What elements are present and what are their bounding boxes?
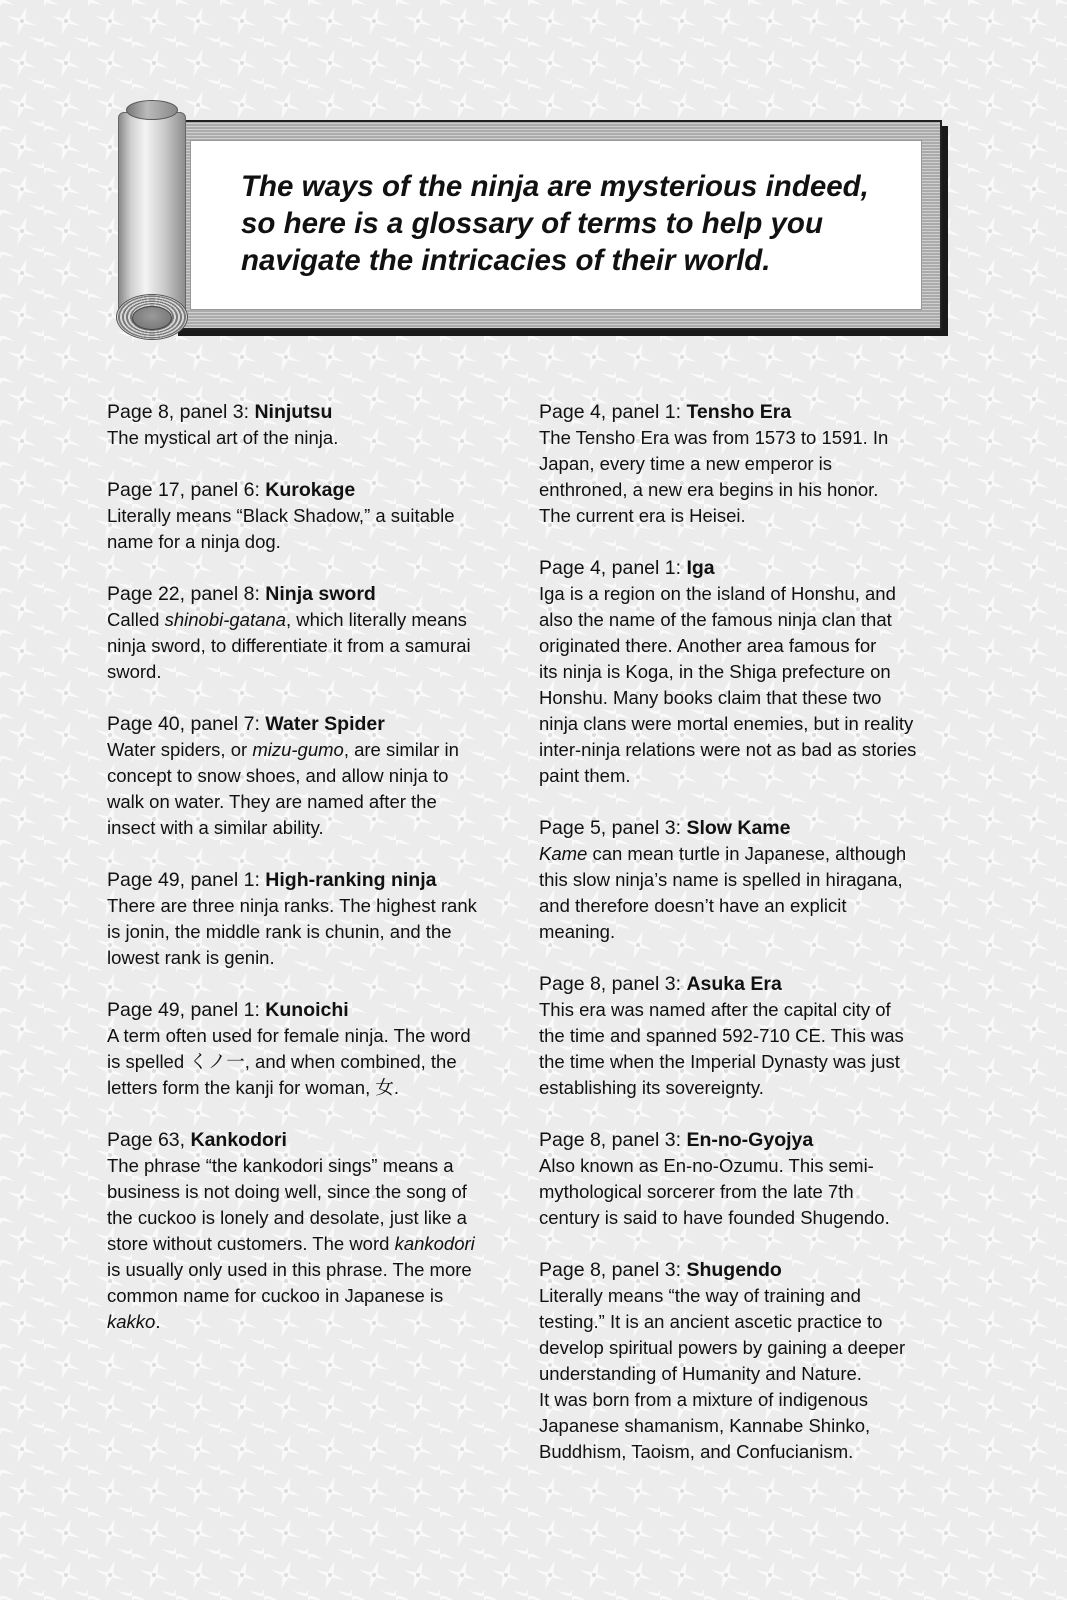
entry-page-reference: Page 8, panel 3:	[539, 1259, 687, 1281]
glossary-entry	[107, 711, 517, 841]
entry-definition	[539, 1153, 959, 1231]
entry-heading	[539, 399, 959, 425]
definition-text: ninja sword, to differentiate it from a samurai	[107, 635, 471, 656]
entry-term: Asuka Era	[686, 973, 782, 995]
entry-page-reference: Page 5, panel 3:	[539, 817, 687, 839]
glossary-entry	[107, 477, 517, 555]
definition-text: walk on water. They are named after the	[107, 791, 437, 812]
definition-text: this slow ninja’s name is spelled in hiragana,	[539, 869, 903, 890]
definition-text: The mystical art of the ninja.	[107, 427, 339, 448]
entry-heading	[539, 555, 959, 581]
entry-definition	[539, 425, 959, 529]
definition-text: concept to snow shoes, and allow ninja to	[107, 765, 449, 786]
definition-italic-term: mizu-gumo	[252, 739, 344, 760]
entry-heading	[107, 711, 517, 737]
entry-page-reference: Page 49, panel 1:	[107, 869, 266, 891]
glossary-right-column	[539, 399, 959, 1491]
definition-text: enthroned, a new era begins in his honor.	[539, 479, 879, 500]
banner-panel	[190, 140, 922, 310]
entry-heading	[107, 581, 517, 607]
definition-text: establishing its sovereignty.	[539, 1077, 764, 1098]
roller-top-cap	[126, 100, 178, 120]
glossary-entry	[539, 815, 959, 945]
glossary-left-column	[107, 399, 517, 1361]
definition-text: also the name of the famous ninja clan that	[539, 609, 892, 630]
entry-page-reference: Page 22, panel 8:	[107, 583, 266, 605]
definition-text: There are three ninja ranks. The highest rank	[107, 895, 477, 916]
definition-text: inter-ninja relations were not as bad as stories	[539, 739, 917, 760]
entry-definition	[107, 1023, 517, 1101]
entry-heading	[539, 1257, 959, 1283]
definition-text: store without customers. The word	[107, 1233, 395, 1254]
entry-definition	[107, 425, 517, 451]
definition-text: can mean turtle in Japanese, although	[587, 843, 907, 864]
entry-term: Slow Kame	[686, 817, 791, 839]
glossary-entry	[539, 1257, 959, 1465]
entry-definition	[539, 841, 959, 945]
definition-italic-term: kankodori	[394, 1233, 475, 1254]
glossary-entry	[107, 867, 517, 971]
definition-text: Literally means “Black Shadow,” a suitable	[107, 505, 455, 526]
definition-text: Buddhism, Taoism, and Confucianism.	[539, 1441, 854, 1462]
glossary-entry	[107, 399, 517, 451]
entry-term: Kurokage	[265, 479, 356, 501]
definition-text: understanding of Humanity and Nature.	[539, 1363, 862, 1384]
entry-heading	[107, 477, 517, 503]
entry-heading	[107, 1127, 517, 1153]
definition-text: mythological sorcerer from the late 7th	[539, 1181, 854, 1202]
entry-page-reference: Page 8, panel 3:	[539, 1129, 687, 1151]
definition-text: is jonin, the middle rank is chunin, and the	[107, 921, 452, 942]
definition-text: the cuckoo is lonely and desolate, just like a	[107, 1207, 467, 1228]
definition-italic-term: shinobi-gatana	[164, 609, 286, 630]
entry-definition	[539, 581, 959, 789]
definition-text: the time and spanned 592-710 CE. This was	[539, 1025, 904, 1046]
entry-definition	[107, 893, 517, 971]
entry-definition	[107, 737, 517, 841]
definition-text: the time when the Imperial Dynasty was just	[539, 1051, 900, 1072]
definition-text: business is not doing well, since the song of	[107, 1181, 467, 1202]
entry-heading	[539, 1127, 959, 1153]
definition-text: develop spiritual powers by gaining a deeper	[539, 1337, 906, 1358]
definition-text: common name for cuckoo in Japanese is	[107, 1285, 444, 1306]
entry-page-reference: Page 49, panel 1:	[107, 999, 266, 1021]
definition-text: testing.” It is an ancient ascetic practice to	[539, 1311, 883, 1332]
entry-term: Water Spider	[265, 713, 385, 735]
definition-text: Iga is a region on the island of Honshu, and	[539, 583, 896, 604]
definition-text: Japan, every time a new emperor is	[539, 453, 833, 474]
definition-text: It was born from a mixture of indigenous	[539, 1389, 869, 1410]
definition-text: letters form the kanji for woman, 女.	[107, 1077, 399, 1098]
definition-text: , are similar in	[343, 739, 459, 760]
definition-italic-term: Kame	[539, 843, 588, 864]
definition-text: and therefore doesn’t have an explicit	[539, 895, 847, 916]
banner-frame	[172, 120, 942, 330]
definition-text: Called	[107, 609, 165, 630]
scroll-banner	[116, 98, 952, 350]
definition-text: meaning.	[539, 921, 616, 942]
definition-text: its ninja is Koga, in the Shiga prefecture on	[539, 661, 891, 682]
entry-page-reference: Page 4, panel 1:	[539, 401, 687, 423]
definition-text: A term often used for female ninja. The word	[107, 1025, 471, 1046]
intro-line: navigate the intricacies of their world.	[241, 244, 771, 277]
definition-text: This era was named after the capital city of	[539, 999, 891, 1020]
definition-text: name for a ninja dog.	[107, 531, 281, 552]
entry-term: Tensho Era	[686, 401, 792, 423]
scroll-roller-icon	[118, 112, 186, 324]
definition-text: sword.	[107, 661, 162, 682]
entry-heading	[107, 997, 517, 1023]
entry-term: En-no-Gyojya	[686, 1129, 814, 1151]
definition-text: century is said to have founded Shugendo.	[539, 1207, 890, 1228]
intro-line: The ways of the ninja are mysterious indeed,	[241, 170, 869, 203]
definition-text: is spelled くノ一, and when combined, the	[107, 1051, 457, 1072]
entry-term: Kankodori	[190, 1129, 287, 1151]
glossary-entry	[539, 555, 959, 789]
definition-text: Japanese shamanism, Kannabe Shinko,	[539, 1415, 871, 1436]
definition-text: The phrase “the kankodori sings” means a	[107, 1155, 454, 1176]
glossary-entry	[107, 1127, 517, 1335]
entry-term: High-ranking ninja	[265, 869, 437, 891]
entry-heading	[107, 399, 517, 425]
entry-term: Kunoichi	[265, 999, 349, 1021]
definition-text: The Tensho Era was from 1573 to 1591. In	[539, 427, 889, 448]
definition-text: insect with a similar ability.	[107, 817, 324, 838]
roller-end-hole	[132, 306, 172, 330]
entry-heading	[539, 971, 959, 997]
entry-definition	[539, 997, 959, 1101]
definition-text: ninja clans were mortal enemies, but in reality	[539, 713, 914, 734]
entry-definition	[107, 1153, 517, 1335]
entry-term: Ninjutsu	[254, 401, 333, 423]
definition-text: , which literally means	[285, 609, 467, 630]
entry-definition	[107, 503, 517, 555]
definition-text: originated there. Another area famous for	[539, 635, 877, 656]
entry-heading	[539, 815, 959, 841]
entry-term: Iga	[686, 557, 715, 579]
entry-term: Ninja sword	[265, 583, 376, 605]
glossary-entry	[539, 971, 959, 1101]
definition-text: lowest rank is genin.	[107, 947, 275, 968]
definition-text: Water spiders, or	[107, 739, 253, 760]
glossary-entry	[539, 1127, 959, 1231]
entry-term: Shugendo	[686, 1259, 782, 1281]
entry-definition	[539, 1283, 959, 1465]
entry-page-reference: Page 8, panel 3:	[107, 401, 255, 423]
definition-text: Also known as En-no-Ozumu. This semi-	[539, 1155, 874, 1176]
glossary-entry	[539, 399, 959, 529]
definition-text: is usually only used in this phrase. The more	[107, 1259, 472, 1280]
definition-text: The current era is Heisei.	[539, 505, 746, 526]
entry-page-reference: Page 40, panel 7:	[107, 713, 266, 735]
glossary-entry	[107, 997, 517, 1101]
entry-page-reference: Page 8, panel 3:	[539, 973, 687, 995]
definition-text: Literally means “the way of training and	[539, 1285, 861, 1306]
intro-text	[241, 168, 901, 279]
entry-page-reference: Page 17, panel 6:	[107, 479, 266, 501]
glossary-entry	[107, 581, 517, 685]
definition-italic-term: kakko	[107, 1311, 156, 1332]
intro-line: so here is a glossary of terms to help you	[241, 207, 823, 240]
entry-definition	[107, 607, 517, 685]
entry-page-reference: Page 4, panel 1:	[539, 557, 687, 579]
definition-text: Honshu. Many books claim that these two	[539, 687, 882, 708]
definition-text: .	[155, 1311, 161, 1332]
entry-page-reference: Page 63,	[107, 1129, 191, 1151]
entry-heading	[107, 867, 517, 893]
definition-text: paint them.	[539, 765, 631, 786]
